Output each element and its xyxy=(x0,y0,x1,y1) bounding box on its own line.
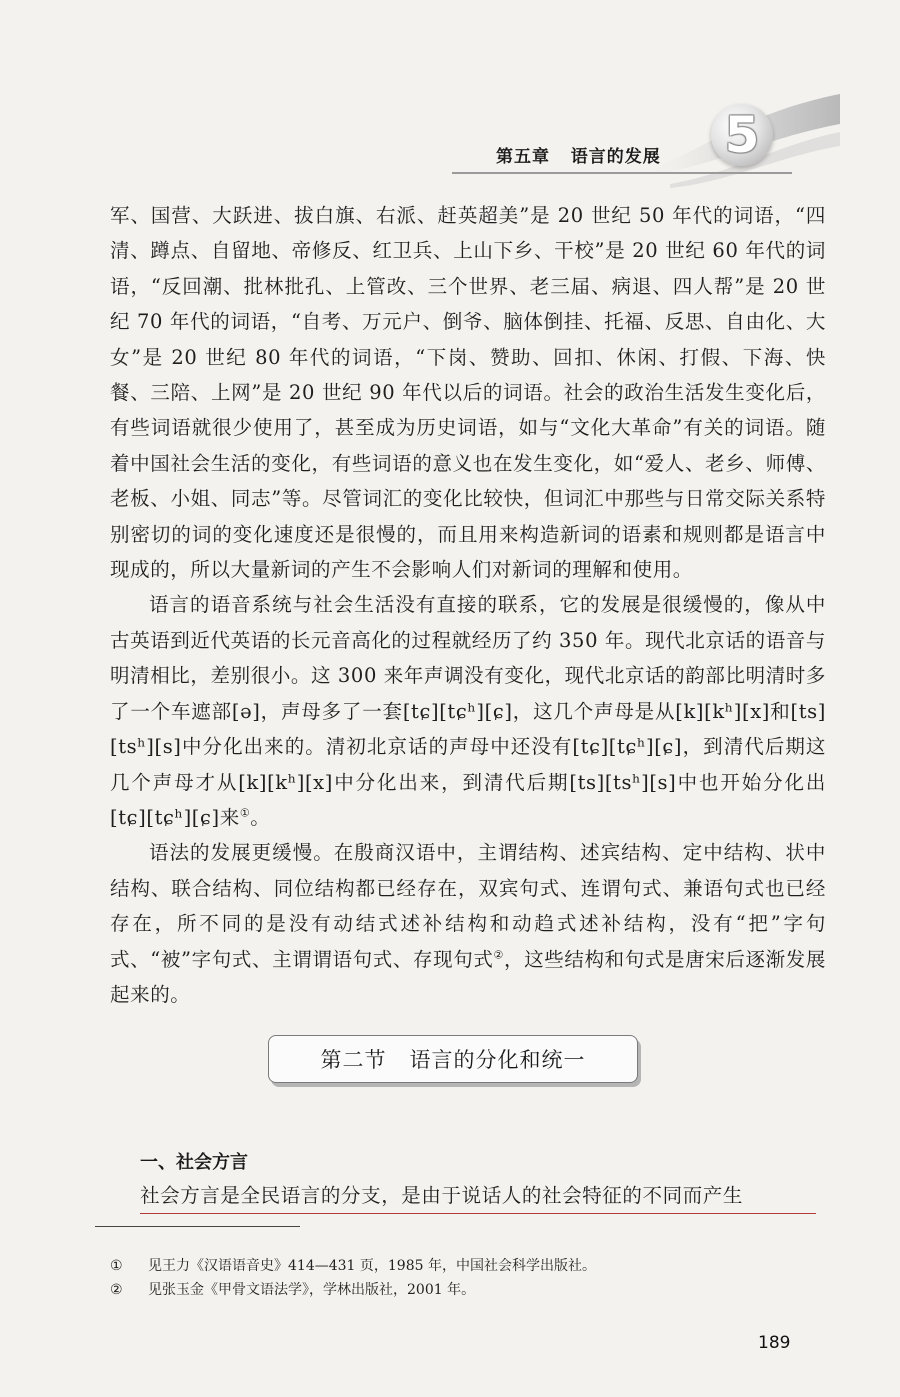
footnote-ref[interactable]: ② xyxy=(493,948,504,962)
paragraph-text: 军、国营、大跃进、拔白旗、右派、赶英超美”是 20 世纪 50 年代的词语，“四清、蹲点、自留地、帝修反、红卫兵、上山下乡、干校”是 20 世纪 60 年代的词语，“反回潮、批林批孔、上管改、三个世界、老三届、病退、四人帮”是 20 世纪 70 年代的词语，“自考、万元户、倒爷、脑体倒挂、托福、反思、自由化、大女”是 20 世纪 80 年代的词语，“下岗、赞助、回扣、休闲、打假、下海、快餐、三陪、上网”是 20 世纪 90 年代以后的词语。社会的政治生活发生变化后，有些词语就很少使用了，甚至成为历史词语，如与“文化大革命”有关的词语。随着中国社会生活的变化，有些词语的意义也在发生变化，如“爱人、老乡、师傅、老板、小姐、同志”等。尽管词汇的变化比较快，但词汇中那些与日常交际关系特别密切的词的变化速度还是很慢的，而且用来构造新词的语素和规则都是语言中现成的，所以大量新词的产生不会影响人们对新词的理解和使用。 xyxy=(110,204,826,582)
footnote-text: 见张玉金《甲骨文语法学》，学林出版社，2001 年。 xyxy=(148,1282,476,1298)
chapter-header xyxy=(0,0,900,180)
header-rule xyxy=(452,172,792,174)
footnote-item xyxy=(110,1278,810,1302)
paragraph-text: 语法的发展更缓慢。在殷商汉语中，主谓结构、述宾结构、定中结构、状中结构、联合结构、同位结构都已经存在，双宾句式、连谓句式、兼语句式也已经存在，所不同的是没有动结式述补结构和动趋式述补结构，没有“把”字句式、“被”字句式、主谓谓语句式、存现句式 xyxy=(110,841,826,971)
footnote-text: 见王力《汉语语音史》414—431 页，1985 年，中国社会科学出版社。 xyxy=(148,1258,596,1274)
subsection-heading: 一、社会方言 xyxy=(140,1152,248,1173)
paragraph-vocabulary xyxy=(110,198,826,587)
footnote-mark: ② xyxy=(110,1282,123,1298)
paragraph-phonology: 语言的语音系统与社会生活没有直接的联系，它的发展是很缓慢的，像从中古英语到近代英语的长元音高化的过程就经历了约 350 年。现代北京话的语音与明清相比，差别很小。这 300 来年声调没有变化，现代北京话的韵部比明清时多了一个车遮部[ə]，声母多了一套[tɕ][tɕʰ][ɕ]，这几个声母是从[k][kʰ][x]和[ts][tsʰ][s]中分化出来的。清初北京话的声母中还没有[tɕ][tɕʰ][ɕ]，到清代后期这几个声母才从[k][kʰ][x]中分化出来，到清代后期[ts][tsʰ][s]中也开始分化出[tɕ][tɕʰ][ɕ]来①。 xyxy=(110,593,826,829)
section-title-box xyxy=(268,1035,638,1083)
footnote-divider xyxy=(95,1226,300,1227)
body-text xyxy=(110,198,826,1012)
section-title: 第二节 语言的分化和统一 xyxy=(320,1048,586,1072)
page-number: 189 xyxy=(758,1333,791,1353)
footnote-item xyxy=(110,1254,810,1278)
chapter-number-badge: 5 xyxy=(711,104,773,166)
paragraph-text-tail: ，这些结构和句式是唐宋后逐渐发展起来的。 xyxy=(110,947,826,1006)
paragraph-text: 语言的语音系统与社会生活没有直接的联系，它的发展是很缓慢的，像从中古英语到近代英语的长元音高化的过程就经历了约 350 年。现代北京话的语音与明清相比，差别很小。这 300 来年声调没有变化，现代北京话的韵部比明清时多了一个车遮部[ə]，声母多了一套[tɕ][tɕʰ][ɕ]，这几个声母是从[k][kʰ][x]和[ts][tsʰ][s]中分化出来的。清初北京话的声母中还没有[tɕ][tɕʰ][ɕ]，到清代后期这几个声母才从[k][kʰ][x]中分化出来，到清代后期[ts][tsʰ][s]中也开始分化出[tɕ][tɕʰ][ɕ]来 xyxy=(110,593,826,829)
chapter-title: 第五章 语言的发展 xyxy=(496,147,661,167)
footnote-mark: ① xyxy=(110,1258,123,1274)
footnotes xyxy=(110,1254,810,1302)
highlighted-definition: 社会方言是全民语言的分支，是由于说话人的社会特征的不同而产生 xyxy=(140,1178,816,1214)
footnote-ref[interactable]: ① xyxy=(239,806,251,820)
paragraph-grammar xyxy=(110,835,826,1012)
